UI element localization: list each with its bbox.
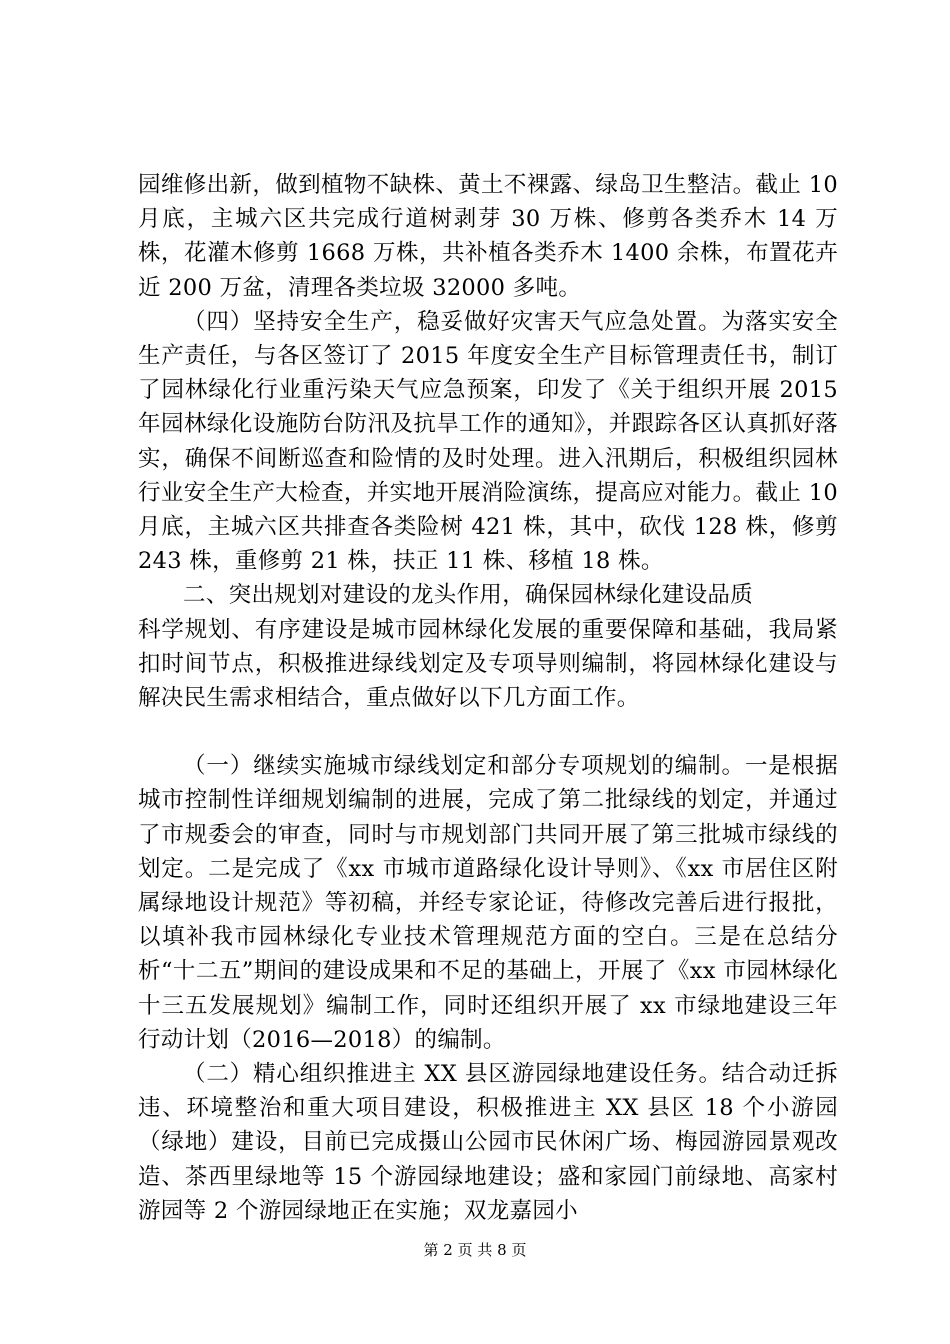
page-number-label: 第 2 页 共 8 页 — [423, 1241, 527, 1259]
section-heading-p3: 二、突出规划对建设的龙头作用，确保园林绿化建设品质 — [183, 582, 754, 609]
paragraph-p5: （一）继续实施城市绿线划定和部分专项规划的编制。一是根据城市控制性详细规划编制的进展，完成了第二批绿线的划定，并通过了市规委会的审查，同时与市规划部门共同开展了第三批城市绿线的划定。二是完成了《xx 市城市道路绿化设计导则》、《xx 市居住区附属绿地设计规范》等初稿，并经专家论证，待修改完善后进行报批，以填补我市园林绿化专业技术管理规范方面的空白。三是在总结分析“十二五”期间的建设成果和不足的基础上，开展了《xx 市园林绿化十三五发展规划》编制工作，同时还组织开展了 xx 市绿地建设三年行动计划（2016—2018）的编制。 — [138, 753, 838, 1053]
page-footer — [0, 1240, 950, 1260]
paragraph-p1: 园维修出新，做到植物不缺株、黄土不裸露、绿岛卫生整洁。截止 10 月底，主城六区共完成行道树剥芽 30 万株、修剪各类乔木 14 万株，花灌木修剪 1668 万株，共补植各类乔木 1400 余株，布置花卉近 200 万盆，清理各类垃圾 32000 多吨。 — [138, 172, 838, 301]
paragraph-p4: 科学规划、有序建设是城市园林绿化发展的重要保障和基础，我局紧扣时间节点，积极推进绿线划定及专项导则编制，将园林绿化建设与解决民生需求相结合，重点做好以下几方面工作。 — [138, 616, 838, 712]
paragraph-gap — [138, 715, 838, 749]
document-body — [138, 168, 838, 1228]
paragraph-p6: （二）精心组织推进主 XX 县区游园绿地建设任务。结合动迁拆违、环境整治和重大项目建设，积极推进主 XX 县区 18 个小游园（绿地）建设，目前已完成摄山公园市民休闲广场、梅园游园景观改造、茶西里绿地等 15 个游园绿地建设；盛和家园门前绿地、高家村游园等 2 个游园绿地正在实施；双龙嘉园小 — [138, 1061, 838, 1224]
paragraph-p2: （四）坚持安全生产，稳妥做好灾害天气应急处置。为落实安全生产责任，与各区签订了 2015 年度安全生产目标管理责任书，制订了园林绿化行业重污染天气应急预案，印发了《关于组织开展 2015 年园林绿化设施防台防汛及抗旱工作的通知》，并跟踪各区认真抓好落实，确保不间断巡查和险情的及时处理。进入汛期后，积极组织园林行业安全生产大检查，并实地开展消险演练，提高应对能力。截止 10 月底，主城六区共排查各类险树 421 株，其中，砍伐 128 株，修剪 243 株，重修剪 21 株，扶正 11 株、移植 18 株。 — [138, 308, 838, 575]
